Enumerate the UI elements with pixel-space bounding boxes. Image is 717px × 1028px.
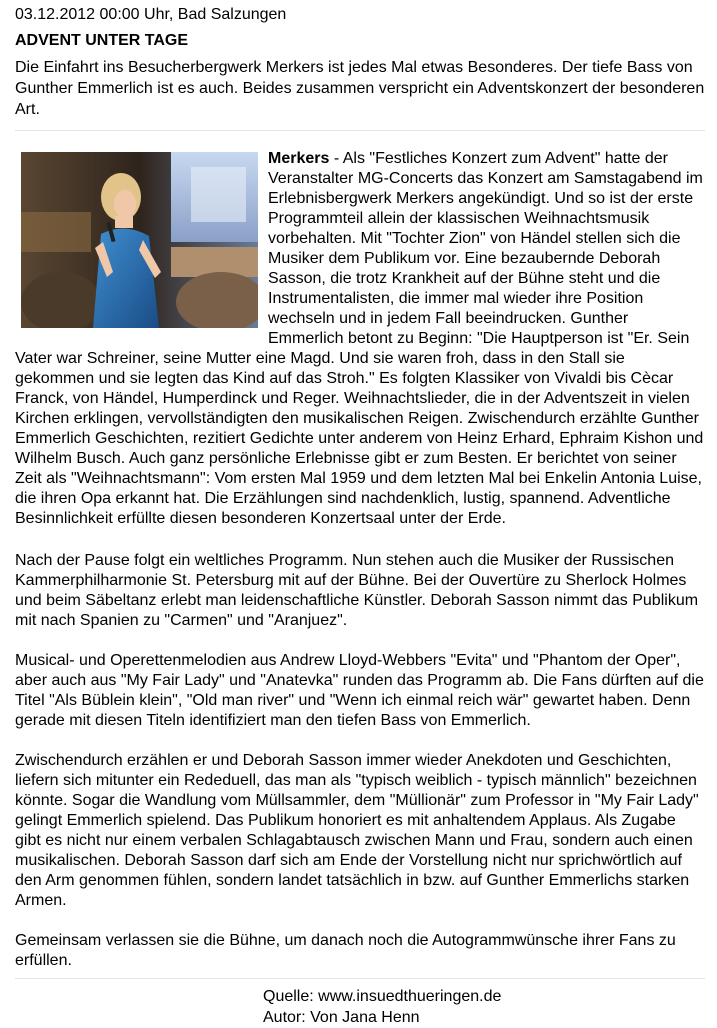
location-lead-word: Merkers bbox=[268, 150, 330, 167]
paragraph-4: Zwischendurch erzählen er und Deborah Sasson immer wieder Anekdoten und Geschichten, liefern sich mitunter ein Rededuell, das man als "typisch weiblich - typisch männlich" bezeichnen könnte. Sogar die Wandlung vom Müllsammler, dem "Müllionär" zum Professor in "My Fair Lady" gelingt Emmerlich spielend. Das Publikum honoriert es mit anhaltendem Applaus. Als Zugabe gibt es nicht nur einem verbalen Schlagabtausch zwischen Mann und Frau, sondern auch einen musikalischen. Deborah Sasson darf sich am Ende der Vorstellung nicht nur sprichwörtlich auf den Arm genommen fühlen, sondern landet tatsächlich in bzw. auf Gunther Emmerlichs starken Armen. bbox=[15, 752, 699, 909]
concert-photo-illustration bbox=[21, 152, 258, 328]
divider bbox=[15, 130, 705, 131]
article-body bbox=[15, 149, 705, 971]
lead-paragraph: Die Einfahrt ins Besucherbergwerk Merkers ist jedes Mal etwas Besonderes. Der tiefe Bass von Gunther Emmerlich ist es auch. Beides zusammen verspricht ein Adventskonzert der besonderen Art. bbox=[15, 59, 705, 118]
paragraph-1-text: - Als "Festliches Konzert zum Advent" hatte der Veranstalter MG-Concerts das Konzert am Samstagabend im Erlebnisbergwerk Merkers angekündigt. Und so ist der erste Programmteil allein der klassischen Weihnachtsmusik vorbehalten. Mit "Tochter Zion" von Händel stellen sich die Musiker dem Publikum vor. Eine bezaubernde Deborah Sasson, die trotz Krankheit auf der Bühne steht und die Instrumentalisten, die immer mal wieder ihre Position wechseln und in jedem Fall beeindrucken. Gunther Emmerlich betont zu Beginn: "Die Hauptperson ist "Er. Sein Vater war Schreiner, seine Mutter eine Magd. Und sie waren froh, dass in den Stall sie gekommen und sie legten das Kind auf das Stroh." Es folgten Klassiker von Vivaldi bis Cècar Franck, von Händel, Humperdinck und Reger. Weihnachtslieder, die in der Adventszeit in vielen Kirchen erklingen, vervollständigten den musikalischen Reigen. Zwischendurch erzählte Gunther Emmerlich Geschichten, rezitiert Gedichte unter anderem von Heinz Erhard, Ephraim Kishon und Wilhelm Busch. Auch ganz persönliche Erlebnisse gibt er zum Besten. Er berichtet von seiner Zeit als "Weihnachtsmann": Vom ersten Mal 1959 und dem letzten Mal bei Enkelin Antonia Luise, die ihren Opa erkannt hat. Die Erzählungen sind nachdenklich, lustig, spannend. Adventliche Besinnlichkeit erfüllte diesen besonderen Konzertsaal unter der Erde. bbox=[15, 150, 704, 527]
source-credit bbox=[263, 986, 501, 1028]
author-line: Autor: Von Jana Henn bbox=[263, 1009, 420, 1026]
headline: ADVENT UNTER TAGE bbox=[15, 32, 189, 49]
dateline: 03.12.2012 00:00 Uhr, Bad Salzungen bbox=[15, 6, 287, 23]
paragraph-5: Gemeinsam verlassen sie die Bühne, um danach noch die Autogrammwünsche ihrer Fans zu erfüllen. bbox=[15, 932, 676, 969]
footer-divider bbox=[15, 978, 705, 979]
paragraph-3: Musical- und Operettenmelodien aus Andrew Lloyd-Webbers "Evita" und "Phantom der Oper", aber auch aus "My Fair Lady" und "Anatevka" runden das Programm ab. Die Fans dürften auf die Titel "Als Büblein klein", "Old man river" und "Wenn ich einmal reich wär" gewartet haben. Denn gerade mit diesen Titeln identifiziert man den tiefen Bass von Emmerlich. bbox=[15, 652, 704, 729]
paragraph-2: Nach der Pause folgt ein weltliches Programm. Nun stehen auch die Musiker der Russischen Kammerphilharmonie St. Petersburg mit auf der Bühne. Bei der Ouvertüre zu Sherlock Holmes und beim Säbeltanz erlebt man leidenschaftliche Künstler. Deborah Sasson nimmt das Publikum mit nach Spanien zu "Carmen" und "Aranjuez". bbox=[15, 552, 699, 629]
singer-photo bbox=[21, 152, 258, 328]
source-line: Quelle: www.insuedthueringen.de bbox=[263, 988, 502, 1005]
article-page bbox=[15, 0, 705, 1026]
